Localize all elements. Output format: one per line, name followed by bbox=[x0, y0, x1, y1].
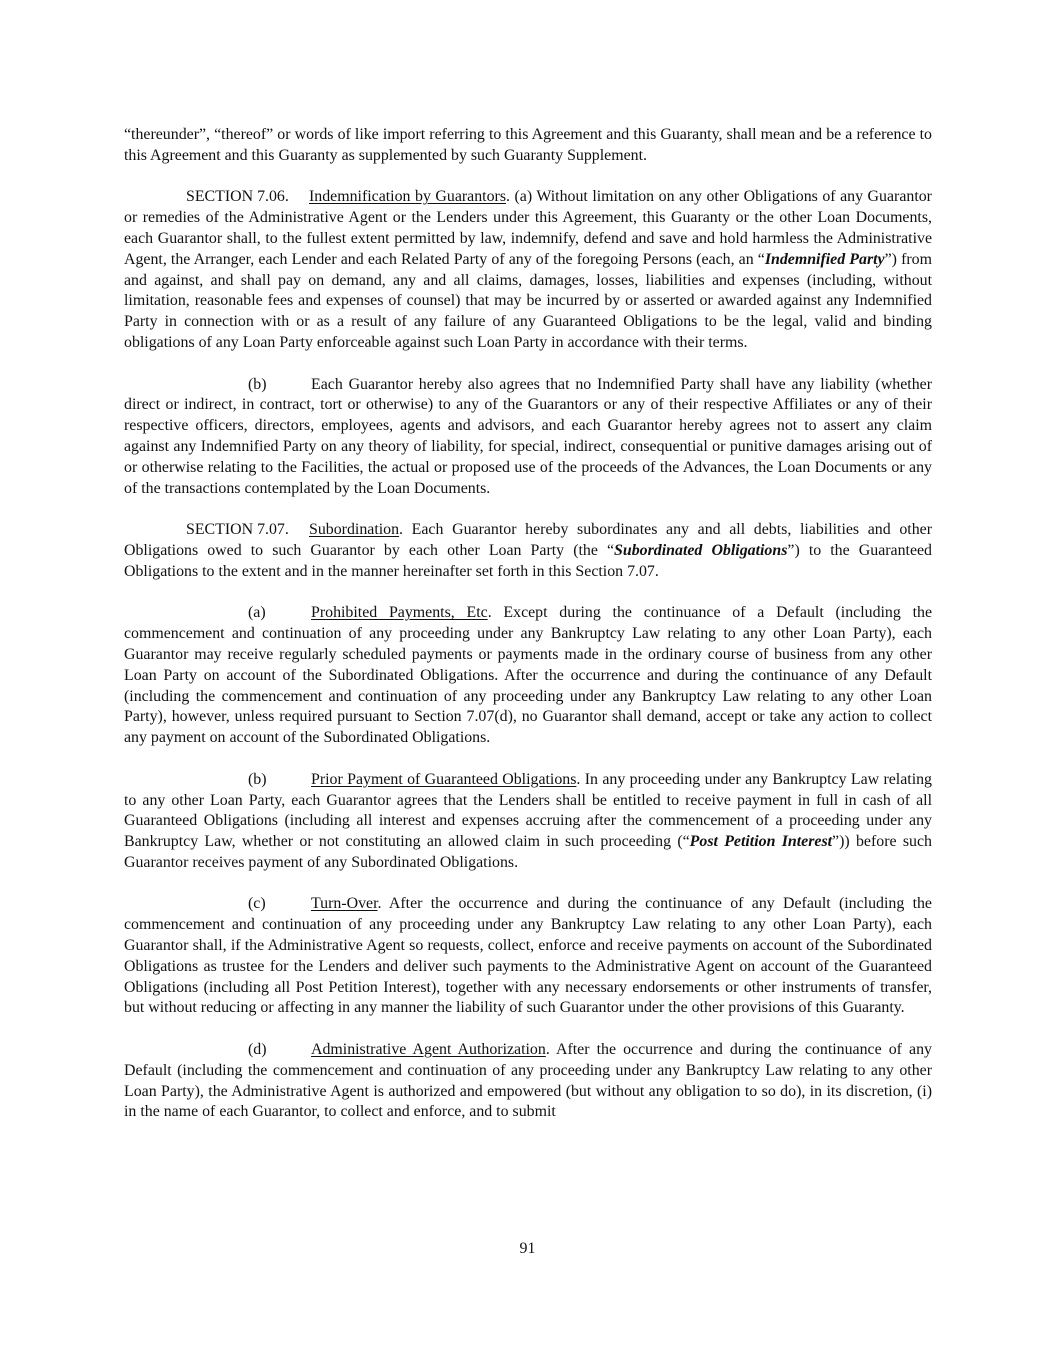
clause-label-b: (b) bbox=[248, 375, 267, 393]
section-7-06-b-text: Each Guarantor hereby also agrees that no Indemnified Party shall have any liability (whether direct or indirect, in contract, tort or otherwise) to any of the Guarantors or any of their respective Affiliates or any of their respective officers, directors, employees, agents and advisors, and each Guarantor hereby agrees not to assert any claim against any Indemnified Party on any theory of liability, for special, indirect, consequential or punitive damages arising out of or otherwise relating to the Facilities, the actual or proposed use of the proceeds of the Advances, the Loan Documents or any of the transactions contemplated by the Loan Documents. bbox=[124, 375, 932, 497]
clause-b-heading: Prior Payment of Guaranteed Obligations bbox=[311, 770, 577, 788]
clause-label-d: (d) bbox=[248, 1041, 267, 1059]
section-7-07-paragraph-d bbox=[124, 1040, 932, 1123]
section-7-06-heading: Indemnification by Guarantors bbox=[309, 188, 507, 206]
defined-term-indemnified-party: Indemnified Party bbox=[764, 250, 885, 268]
section-7-07-paragraph-b bbox=[124, 770, 932, 874]
section-7-07-paragraph bbox=[124, 520, 932, 582]
clause-d-text: . After the occurrence and during the continuance of any Default (including the commencement and continuation of any proceeding under any Bankruptcy Law relating to any other Loan Party), the Administrative Agent is authorized and empowered (but without any obligation to so do), in its discretion, (i) in the name of each Guarantor, to collect and enforce, and to submit bbox=[124, 1041, 932, 1121]
document-page bbox=[124, 125, 932, 1144]
section-7-06-paragraph-a bbox=[124, 187, 932, 353]
section-7-07-text-post: ”) to the Guaranteed Obligations to the extent and in the manner hereinafter set forth in this Section 7.07. bbox=[124, 541, 933, 580]
section-7-07-number: SECTION 7.07. bbox=[186, 521, 289, 539]
section-7-06-paragraph-b bbox=[124, 375, 932, 500]
clause-b-text-post: ”)) before such Guarantor receives payment of any Subordinated Obligations. bbox=[124, 833, 932, 871]
page-number: 91 bbox=[519, 1240, 536, 1257]
defined-term-post-petition-interest: Post Petition Interest bbox=[689, 833, 833, 851]
clause-label-b: (b) bbox=[248, 770, 267, 788]
section-7-07-text-pre: . Each Guarantor hereby subordinates any and all debts, liabilities and other Obligations owed to such Guarantor by each other Loan Party (the “ bbox=[124, 521, 932, 559]
section-7-06-a-text-pre: . (a) Without limitation on any other Obligations of any Guarantor or remedies of the Administrative Agent or the Lenders under this Agreement, this Guaranty or the other Loan Documents, each Guarantor shall, to the fullest extent permitted by law, indemnify, defend and save and hold harmless the Administrative Agent, the Arranger, each Lender and each Related Party of any of the foregoing Persons (each, an “ bbox=[124, 188, 932, 268]
clause-d-heading: Administrative Agent Authorization bbox=[311, 1041, 546, 1059]
clause-c-heading: Turn-Over bbox=[311, 895, 378, 913]
section-7-06-number: SECTION 7.06. bbox=[186, 188, 289, 206]
section-7-07-paragraph-c bbox=[124, 894, 932, 1019]
clause-a-text: . Except during the continuance of a Default (including the commencement and continuation of any proceeding under any Bankruptcy Law relating to any other Loan Party), each Guarantor may receive regularly scheduled payments or payments made in the ordinary course of business from any other Loan Party on account of the Subordinated Obligations. After the occurrence and during the continuance of any Default (including the commencement and continuation of any proceeding under any Bankruptcy Law relating to any other Loan Party), however, unless required pursuant to Section 7.07(d), no Guarantor shall demand, accept or take any action to collect any payment on account of the Subordinated Obligations. bbox=[124, 604, 932, 747]
clause-c-text: . After the occurrence and during the continuance of any Default (including the commencement and continuation of any proceeding under any Bankruptcy Law relating to any other Loan Party), each Guarantor shall, if the Administrative Agent so requests, collect, enforce and receive payments on account of the Subordinated Obligations as trustee for the Lenders and deliver such payments to the Administrative Agent on account of the Guaranteed Obligations (including all Post Petition Interest), together with any necessary endorsements or other instruments of transfer, but without reducing or affecting in any manner the liability of such Guarantor under the other provisions of this Guaranty. bbox=[124, 895, 932, 1017]
clause-label-c: (c) bbox=[248, 895, 266, 913]
clause-label-a: (a) bbox=[248, 604, 266, 622]
clause-a-heading: Prohibited Payments, Etc bbox=[311, 604, 488, 622]
section-7-06-a-text-post: ”) from and against, and shall pay on demand, any and all claims, damages, losses, liabilities and expenses (including, without limitation, reasonable fees and expenses of counsel) that may be incurred by or asserted or awarded against any Indemnified Party in connection with or as a result of any failure of any Guaranteed Obligations to be the legal, valid and binding obligations of any Loan Party enforceable against such Loan Party in accordance with their terms. bbox=[124, 250, 932, 351]
clause-b-text-pre: . In any proceeding under any Bankruptcy Law relating to any other Loan Party, each Guarantor agrees that the Lenders shall be entitled to receive payment in full in cash of all Guaranteed Obligations (including all interest and expenses accruing after the commencement of a proceeding under any Bankruptcy Law, whether or not constituting an allowed claim in such proceeding (“ bbox=[124, 770, 933, 851]
section-7-07-heading: Subordination bbox=[309, 521, 400, 539]
intro-paragraph bbox=[124, 125, 932, 167]
defined-term-subordinated-obligations: Subordinated Obligations bbox=[614, 541, 788, 559]
section-7-07-paragraph-a bbox=[124, 603, 932, 749]
intro-text: “thereunder”, “thereof” or words of like import referring to this Agreement and this Guaranty, shall mean and be a reference to this Agreement and this Guaranty as supplemented by such Guaranty Supplement. bbox=[124, 126, 932, 164]
